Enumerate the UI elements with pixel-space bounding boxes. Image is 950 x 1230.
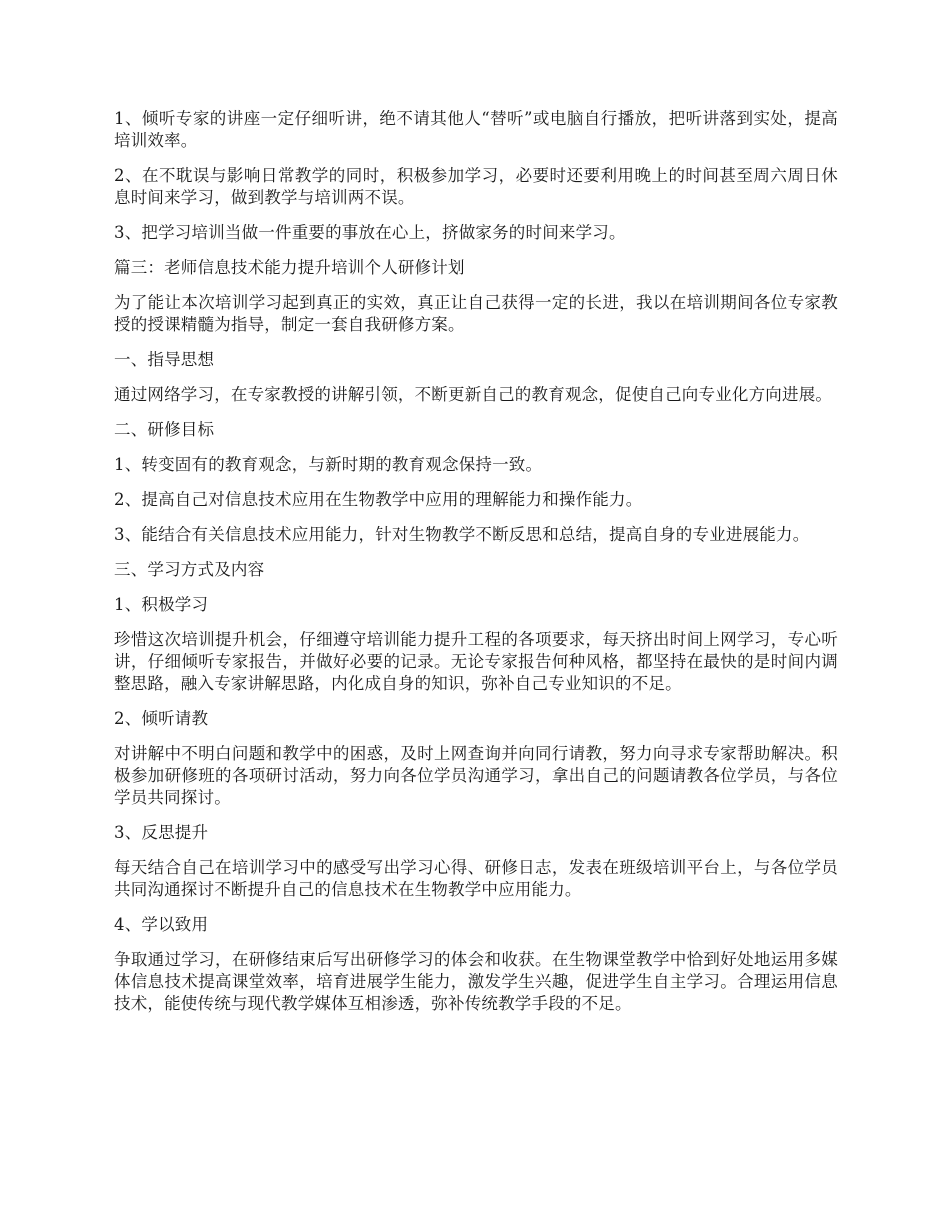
paragraph-goal-3: 3、能结合有关信息技术应用能力，针对生物教学不断反思和总结，提高自身的专业进展能力。 [114,525,810,544]
paragraph-tip-1: 1、倾听专家的讲座一定仔细听讲，绝不请其他人“替听”或电脑自行播放，把听讲落到实处，提高培训效率。 [114,109,838,150]
subheading-reflect-improve: 3、反思提升 [114,823,209,842]
subheading-active-learning: 1、积极学习 [114,595,209,614]
paragraph-tip-2: 2、在不耽误与影响日常教学的同时，积极参加学习，必要时还要利用晚上的时间甚至周六周日休息时间来学习，做到教学与培训两不误。 [114,166,838,207]
section-title-part-three: 篇三：老师信息技术能力提升培训个人研修计划 [114,258,465,277]
paragraph-listen-consult: 对讲解中不明白问题和教学中的困惑，及时上网查询并向同行请教，努力向寻求专家帮助解决。积极参加研修班的各项研讨活动，努力向各位学员沟通学习，拿出自己的问题请教各位学员，与各位学员共同探讨。 [114,744,838,807]
paragraph-intro: 为了能让本次培训学习起到真正的实效，真正让自己获得一定的长进，我以在培训期间各位专家教授的授课精髓为指导，制定一套自我研修方案。 [114,293,838,334]
heading-guiding-thought: 一、指导思想 [114,350,215,369]
paragraph-tip-3: 3、把学习培训当做一件重要的事放在心上，挤做家务的时间来学习。 [114,223,626,242]
paragraph-active-learning: 珍惜这次培训提升机会，仔细遵守培训能力提升工程的各项要求，每天挤出时间上网学习，专心听讲，仔细倾听专家报告，并做好必要的记录。无论专家报告何种风格，都坚持在最快的是时间内调整思路，融入专家讲解思路，内化成自身的知识，弥补自己专业知识的不足。 [114,630,838,693]
subheading-listen-consult: 2、倾听请教 [114,709,209,728]
paragraph-goal-2: 2、提高自己对信息技术应用在生物教学中应用的理解能力和操作能力。 [114,490,643,509]
paragraph-goal-1: 1、转变固有的教育观念，与新时期的教育观念保持一致。 [114,455,543,474]
subheading-apply-learning: 4、学以致用 [114,915,209,934]
heading-training-goals: 二、研修目标 [114,420,215,439]
paragraph-apply-learning: 争取通过学习，在研修结束后写出研修学习的体会和收获。在生物课堂教学中恰到好处地运用多媒体信息技术提高课堂效率，培育进展学生能力，激发学生兴趣，促进学生自主学习。合理运用信息技术，能使传统与现代教学媒体互相渗透，弥补传统教学手段的不足。 [114,950,838,1013]
paragraph-guiding-thought: 通过网络学习，在专家教授的讲解引领，不断更新自己的教育观念，促使自己向专业化方向进展。 [114,385,833,404]
document-page [114,108,838,1028]
heading-learning-methods: 三、学习方式及内容 [114,560,265,579]
paragraph-reflect-improve: 每天结合自己在培训学习中的感受写出学习心得、研修日志，发表在班级培训平台上，与各位学员共同沟通探讨不断提升自己的信息技术在生物教学中应用能力。 [114,858,838,899]
